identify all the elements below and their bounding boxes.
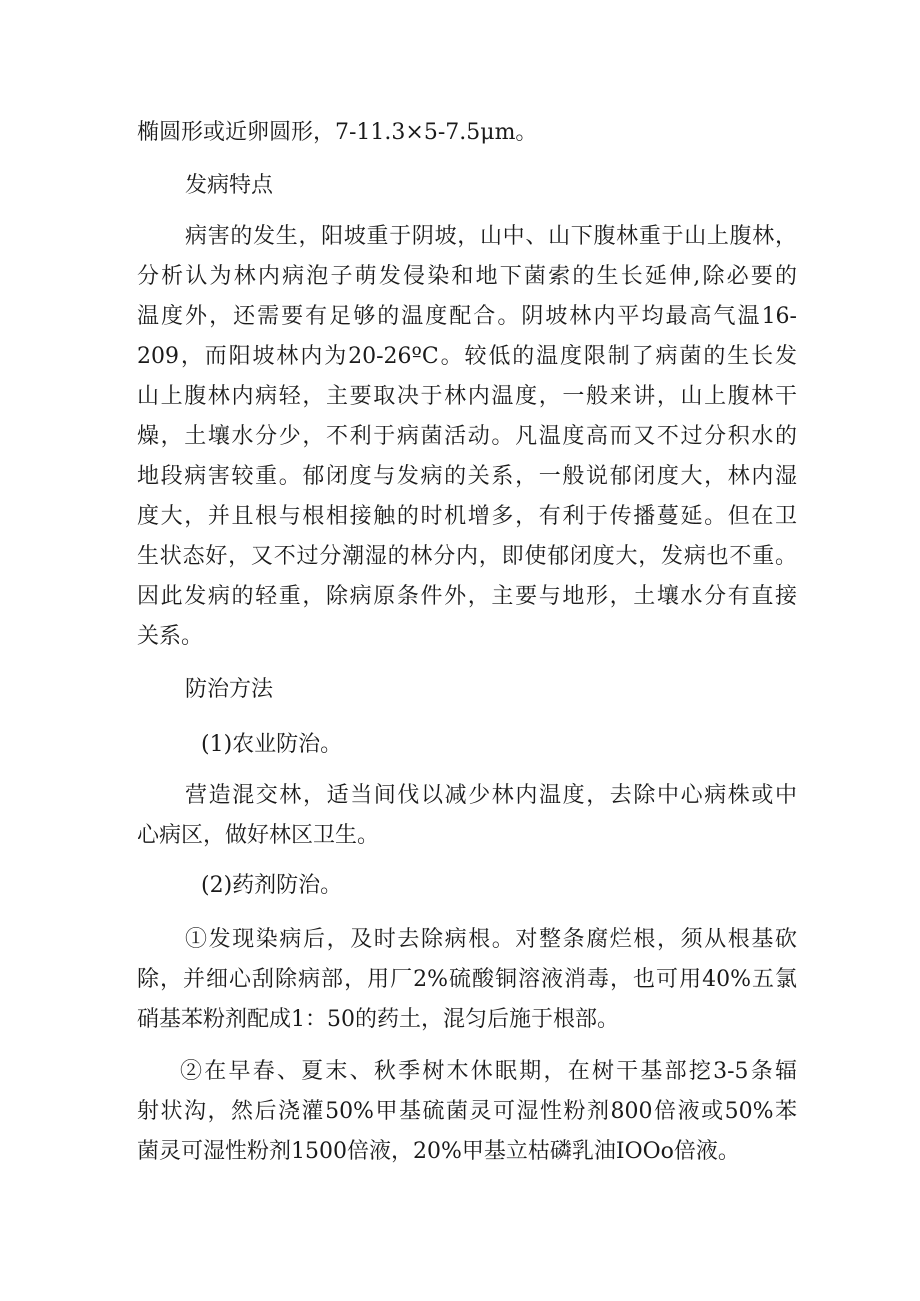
paragraph-line: 关系。 xyxy=(137,624,204,649)
paragraph-line: ②在早春、夏末、秋季树木休眠期，在树干基部挖3-5条辐 xyxy=(180,1059,797,1084)
paragraph-line: 山上腹林内病轻，主要取决于林内温度，一般来讲，山上腹林干 xyxy=(137,384,797,409)
paragraph-line: 因此发病的轻重，除病原条件外，主要与地形，土壤水分有直接 xyxy=(137,584,797,609)
occurrence-heading: 发病特点 xyxy=(185,173,274,198)
paragraph-line: 菌灵可湿性粉剂1500倍液，20%甲基立枯磷乳油IOOo倍液。 xyxy=(137,1139,740,1164)
paragraph-line: 射状沟，然后浇灌50%甲基硫菌灵可湿性粉剂800倍液或50%苯 xyxy=(137,1099,797,1124)
paragraph-line: 生状态好，又不过分潮湿的林分内，即使郁闭度大，发病也不重。 xyxy=(137,544,797,569)
paragraph-line: 营造混交林，适当间伐以减少林内温度，去除中心病株或中 xyxy=(185,783,797,808)
paragraph-line: 温度外，还需要有足够的温度配合。阴坡林内平均最高气温16- xyxy=(137,304,797,329)
paragraph-line: 209，而阳坡林内为20-26ºC。较低的温度限制了病菌的生长发 xyxy=(137,344,797,369)
paragraph-line: 病害的发生，阳坡重于阴坡，山中、山下腹林重于山上腹林， xyxy=(185,224,797,249)
paragraph-line: 地段病害较重。郁闭度与发病的关系，一般说郁闭度大，林内湿 xyxy=(137,464,797,489)
paragraph-line: 燥，土壤水分少，不利于病菌活动。凡温度高而又不过分积水的 xyxy=(137,424,797,449)
paragraph-line: 心病区，做好林区卫生。 xyxy=(137,823,380,848)
chemical-control-heading: (2)药剂防治。 xyxy=(201,873,343,898)
paragraph-line: ①发现染病后，及时去除病根。对整条腐烂根，须从根基砍 xyxy=(185,927,797,952)
paragraph-line: 硝基苯粉剂配成1：50的药土，混匀后施于根部。 xyxy=(137,1007,619,1032)
agricultural-control-heading: (1)农业防治。 xyxy=(201,732,343,757)
paragraph-line: 度大，并且根与根相接触的时机增多，有利于传播蔓延。但在卫 xyxy=(137,504,797,529)
control-heading: 防治方法 xyxy=(185,677,274,702)
spore-size-text: 椭圆形或近卵圆形，7-11.3×5-7.5μm。 xyxy=(137,120,538,145)
paragraph-line: 分析认为林内病泡子萌发侵染和地下菌索的生长延伸,除必要的 xyxy=(137,264,797,289)
paragraph-line: 除，并细心刮除病部，用厂2%硫酸铜溶液消毒，也可用40%五氯 xyxy=(137,967,797,992)
